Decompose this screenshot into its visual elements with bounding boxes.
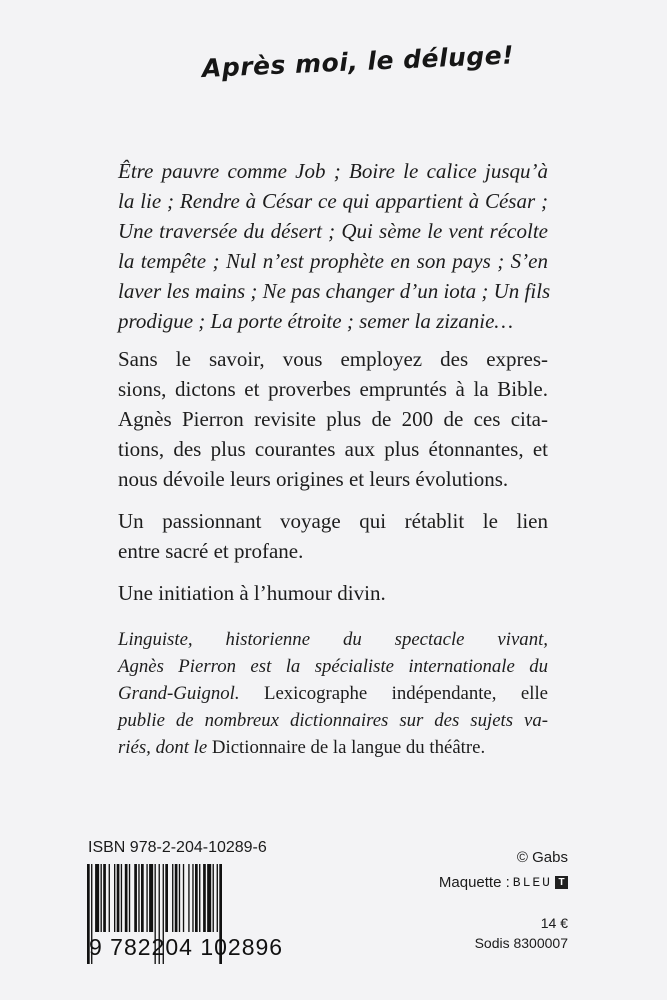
maquette-credit [439, 874, 568, 891]
bio-line [118, 626, 548, 653]
description-line: sions, dictons et proverbes empruntés à la Bible. [118, 377, 548, 401]
bio-text-italic: riés, dont le [118, 737, 208, 758]
barcode-bar [213, 864, 214, 932]
barcode-bar [199, 864, 200, 932]
barcode-bar [146, 864, 147, 932]
quotes-paragraph [118, 156, 551, 336]
quote-line: la lie ; Rendre à César ce qui appartient à César ; [118, 189, 548, 213]
barcode-bar [138, 864, 139, 932]
quote-line: laver les mains ; Ne pas changer d’un iota ; Un fils [118, 279, 551, 303]
barcode-bar [109, 864, 110, 932]
barcode-bar [101, 864, 102, 932]
barcode-bar [179, 864, 180, 932]
barcode-bar [183, 864, 184, 932]
handwritten-title: Après moi, le déluge! [201, 40, 515, 83]
maquette-brand: BLEU [512, 875, 552, 890]
barcode-bar [203, 864, 206, 932]
barcode-bar [165, 864, 168, 932]
paragraph-gap [118, 566, 548, 578]
description-line: Sans le savoir, vous employez des expres- [118, 347, 548, 371]
bio-text-italic: Linguiste, historienne du spectacle vivant, [118, 629, 548, 650]
author-bio [118, 626, 548, 761]
barcode-bar [195, 864, 198, 932]
barcode-bar [117, 864, 120, 932]
barcode-bar [121, 864, 122, 932]
bio-line [118, 707, 548, 734]
description-line: Un passionnant voyage qui rétablit le lien [118, 509, 548, 533]
barcode-bar [188, 864, 189, 932]
bio-line [118, 653, 548, 680]
maquette-label: Maquette : [438, 874, 510, 891]
description-line: nous dévoile leurs origines et leurs évolutions. [118, 467, 509, 491]
quote-line: Être pauvre comme Job ; Boire le calice jusqu’à [118, 159, 548, 183]
bio-line [118, 734, 548, 761]
isbn-label: ISBN 978-2-204-10289-6 [88, 839, 267, 856]
barcode-bar [125, 864, 128, 932]
bio-text-italic: Grand-Guignol. [118, 683, 240, 704]
maquette-brand-logo: T [555, 876, 568, 889]
description-text [118, 344, 548, 608]
description-line: tions, des plus courantes aux plus étonnantes, et [118, 437, 548, 461]
barcode-bar [141, 864, 144, 932]
barcode-bar [172, 864, 173, 932]
description-line: Agnès Pierron revisite plus de 200 de ces cita- [118, 407, 548, 431]
barcode-digits: 9 782204 102896 [89, 934, 284, 960]
paragraph-gap [118, 494, 548, 506]
barcode-bar [207, 864, 211, 932]
barcode-bar [134, 864, 137, 932]
barcode-bar [114, 864, 115, 932]
price: 14 € [540, 915, 568, 931]
barcode-bar [217, 864, 218, 932]
quote-line: Une traversée du désert ; Qui sème le vent récolte [118, 219, 548, 243]
description-line: entre sacré et profane. [118, 539, 304, 563]
sodis-code: Sodis 8300007 [474, 935, 568, 951]
bio-text-roman: Dictionnaire de la langue du théâtre. [211, 737, 486, 758]
bio-text-italic: publie de nombreux dictionnaires sur des sujets va- [118, 710, 548, 731]
description-line: Une initiation à l’humour divin. [118, 581, 386, 605]
quote-line: la tempête ; Nul n’est prophète en son pays ; S’en [118, 249, 548, 273]
barcode-bar [103, 864, 106, 932]
barcode-bar [129, 864, 130, 932]
copyright-credit: © Gabs [516, 849, 568, 866]
bio-text-roman: Lexicographe indépendante, elle [263, 683, 548, 704]
bio-line [118, 680, 548, 707]
bio-text-italic: Agnès Pierron est la spécialiste internationale du [118, 656, 548, 677]
barcode-bar [192, 864, 193, 932]
barcode-bar [149, 864, 153, 932]
quote-line: prodigue ; La porte étroite ; semer la zizanie… [118, 309, 514, 333]
barcode-bar [175, 864, 178, 932]
barcode-bar [95, 864, 99, 932]
